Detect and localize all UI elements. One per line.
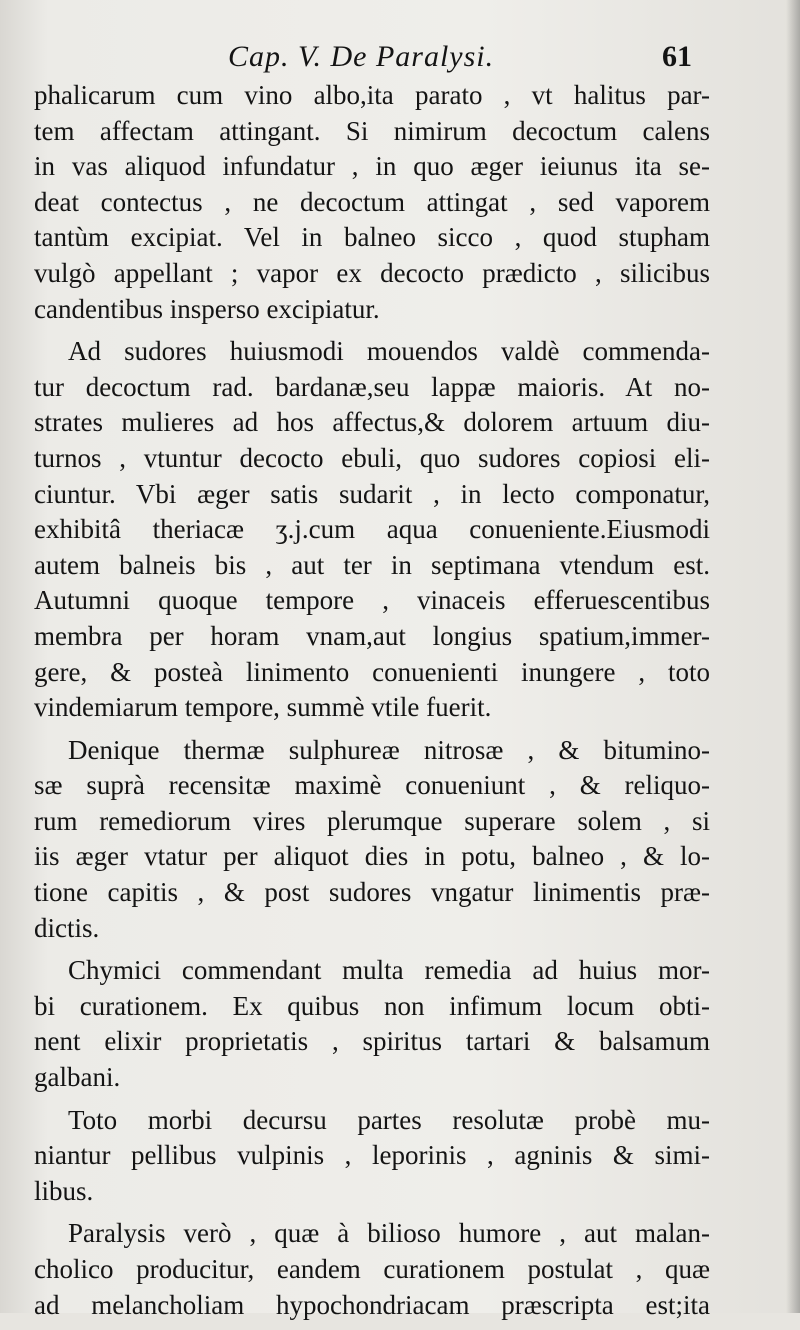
text-line: Ad sudores huiusmodi mouendos valdè commenda- — [68, 336, 710, 367]
text-line: niantur pellibus vulpinis , leporinis , agninis & simi- — [34, 1140, 710, 1171]
body-text — [34, 78, 710, 1330]
page-edge-shadow — [786, 0, 800, 1313]
paragraph-6 — [34, 1216, 710, 1323]
text-line: autem balneis bis , aut ter in septimana vtendum est. — [34, 549, 710, 580]
text-line: exhibitâ theriacæ ʒ.j.cum aqua conueniente.Eiusmodi — [34, 514, 710, 545]
text-line: candentibus inspersо excipiatur. — [34, 293, 380, 324]
text-line: ad melancholiam hypochondriacam præscripta est;ita — [34, 1289, 710, 1320]
text-line: galbani. — [34, 1062, 121, 1093]
paragraph-4 — [34, 953, 710, 1095]
running-head: Cap. V. De Paralysi. — [228, 40, 495, 73]
text-line: in vas aliquod infundatur , in quo æger ieiunus ita se- — [34, 151, 710, 182]
text-line: Autumni quoque tempore , vinaceis efferuescentibus — [34, 585, 710, 616]
text-line: tione capitis , & post sudores vngatur linimentis præ- — [34, 877, 710, 908]
text-line: vindemiarum tempore, summè vtile fuerit. — [34, 692, 492, 723]
paragraph-5 — [34, 1103, 710, 1210]
text-line: nent elixir proprietatis , spiritus tartari & balsamum — [34, 1026, 710, 1057]
text-line: ciuntur. Vbi æger satis sudarit , in lecto componatur, — [34, 478, 710, 509]
text-line: rum remediorum vires plerumque superare solem , si — [34, 805, 710, 836]
paragraph-3 — [34, 733, 710, 947]
text-line: cholico producitur, eandem curationem postulat , quæ — [34, 1254, 710, 1284]
text-line: libus. — [34, 1175, 94, 1206]
text-line: iis æger vtatur per aliquot dies in potu, balneo , & lo- — [34, 841, 710, 872]
text-line: strates mulieres ad hos affectus,& dolorem artuum diu- — [34, 407, 710, 438]
text-line: Toto morbi decursu partes resolutæ probè mu- — [68, 1104, 710, 1135]
text-line: dictis. — [34, 912, 100, 943]
text-line: bi curationem. Ex quibus non infimum locum obti- — [34, 990, 710, 1021]
text-line: deat contectus , ne decoctum attingat , sed vaporem — [34, 186, 710, 217]
paragraph-1 — [34, 78, 710, 327]
text-line: tur decoctum rad. bardanæ,seu lappæ maioris. At no- — [34, 371, 710, 402]
text-line: turnos , vtuntur decocto ebuli, quo sudores copiosi eli- — [34, 442, 710, 473]
text-line: tem affectam attingant. Si nimirum decoctum calens — [34, 115, 710, 146]
text-line: gere, & posteà linimento conuenienti inungere , toto — [34, 656, 710, 687]
text-line: sæ suprà recensitæ maximè conueniunt , & reliquo- — [34, 770, 710, 801]
paragraph-2 — [34, 334, 710, 726]
text-line: tantùm excipiat. Vel in balneo sicco , quod stupham — [34, 222, 710, 253]
text-line: Paralysis verò , quæ à bilioso humore , aut malan- — [68, 1218, 710, 1249]
text-line: phalicarum cum vino albo,ita parato , vt halitus par- — [34, 80, 710, 110]
text-line: membra per horam vnam,aut longius spatium,immer- — [34, 620, 710, 651]
page-number: 61 — [662, 40, 692, 73]
text-line: Denique thermæ sulphureæ nitrosæ , & bitumino- — [68, 734, 710, 765]
text-line: Chymici commendant multa remedia ad huius mor- — [68, 955, 710, 986]
text-line: vulgò appellant ; vapor ex decocto prædicto , silicibus — [34, 257, 710, 288]
